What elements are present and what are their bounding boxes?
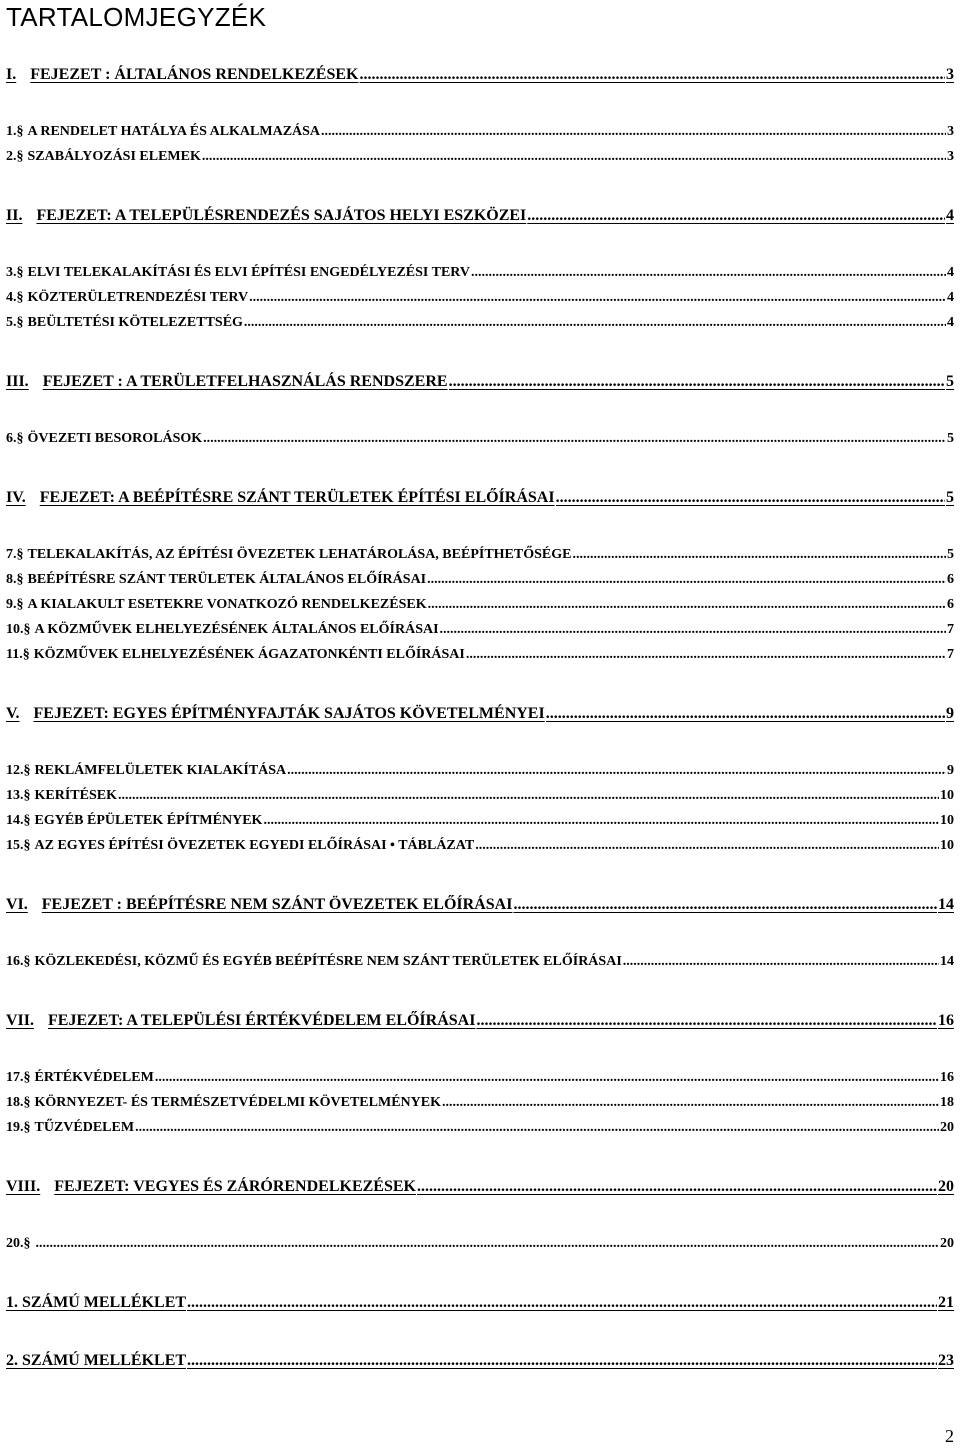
entry-number: I.: [6, 66, 17, 83]
entry-label: A KIALAKULT ESETEKRE VONATKOZÓ RENDELKEZÉSEK: [27, 597, 427, 612]
entry-page-number: 20: [940, 1236, 954, 1251]
dot-leader: [440, 622, 946, 638]
entry-number: 18.: [6, 1095, 24, 1110]
toc-section-entry[interactable]: [6, 1120, 954, 1142]
entry-page-number: 3: [946, 66, 954, 83]
entry-page-number: 20: [938, 1178, 954, 1195]
section-sign-icon: §: [16, 149, 24, 164]
dot-leader: [359, 66, 945, 84]
entry-number: 10.: [6, 622, 24, 637]
entry-label: REKLÁMFELÜLETEK KIALAKÍTÁSA: [34, 763, 287, 778]
entry-number: III.: [6, 373, 29, 390]
entry-number: 12.: [6, 763, 24, 778]
entry-number: VI.: [6, 896, 28, 913]
toc-chapter-entry[interactable]: [6, 705, 954, 727]
toc-section-entry[interactable]: [6, 954, 954, 976]
toc-title: TARTALOMJEGYZÉK: [6, 2, 267, 32]
toc-section-entry[interactable]: [6, 431, 954, 453]
entry-number: 7.: [6, 547, 17, 562]
toc-section-entry[interactable]: [6, 290, 954, 312]
dot-leader: [244, 315, 946, 331]
entry-page-number: 5: [946, 489, 954, 506]
toc-chapter-entry[interactable]: [6, 66, 954, 88]
entry-number: 13.: [6, 788, 24, 803]
dot-leader: [135, 1120, 939, 1136]
entry-page-number: 10: [940, 813, 954, 828]
dot-leader: [287, 763, 946, 779]
section-sign-icon: §: [23, 1120, 31, 1135]
toc-section-entry[interactable]: [6, 813, 954, 835]
section-sign-icon: §: [23, 1236, 31, 1251]
entry-number: 8.: [6, 572, 17, 587]
toc-section-entry[interactable]: [6, 149, 954, 171]
toc-section-entry[interactable]: [6, 547, 954, 569]
entry-page-number: 9: [946, 705, 954, 722]
dot-leader: [202, 149, 946, 165]
toc-section-entry[interactable]: [6, 647, 954, 669]
entry-label: FEJEZET : BEÉPÍTÉSRE NEM SZÁNT ÖVEZETEK ELŐÍRÁSAI: [41, 896, 513, 913]
entry-number: 20.: [6, 1236, 24, 1251]
toc-chapter-entry[interactable]: [6, 489, 954, 511]
section-sign-icon: §: [16, 431, 24, 446]
entry-number: 14.: [6, 813, 24, 828]
dot-leader: [187, 1294, 937, 1312]
dot-leader: [476, 1012, 937, 1030]
dot-leader: [155, 1070, 939, 1086]
entry-label: 1. SZÁMÚ MELLÉKLET: [6, 1294, 187, 1311]
dot-leader: [556, 489, 945, 507]
entry-page-number: 6: [947, 572, 954, 587]
dot-leader: [442, 1095, 939, 1111]
entry-label: KERÍTÉSEK: [34, 788, 117, 803]
entry-number: 4.: [6, 290, 17, 305]
section-sign-icon: §: [23, 838, 31, 853]
section-sign-icon: §: [16, 547, 24, 562]
entry-label: FEJEZET: EGYES ÉPÍTMÉNYFAJTÁK SAJÁTOS KÖVETELMÉNYEI: [33, 705, 545, 722]
entry-label: FEJEZET: A TELEPÜLÉSI ÉRTÉKVÉDELEM ELŐÍRÁSAI: [48, 1012, 476, 1029]
entry-number: 5.: [6, 315, 17, 330]
dot-leader: [427, 572, 946, 588]
entry-number: 9.: [6, 597, 17, 612]
entry-number: 15.: [6, 838, 24, 853]
section-sign-icon: §: [16, 124, 24, 139]
toc-chapter-entry[interactable]: [6, 1012, 954, 1034]
dot-leader: [527, 207, 945, 225]
dot-leader: [249, 290, 946, 306]
dot-leader: [471, 265, 946, 281]
entry-page-number: 4: [946, 207, 954, 224]
entry-label: TŰZVÉDELEM: [34, 1120, 135, 1135]
entry-page-number: 5: [947, 547, 954, 562]
entry-page-number: 16: [940, 1070, 954, 1085]
toc-section-entry[interactable]: [6, 124, 954, 146]
entry-page-number: 10: [940, 838, 954, 853]
entry-label: FEJEZET: VEGYES ÉS ZÁRÓRENDELKEZÉSEK: [54, 1178, 416, 1195]
entry-page-number: 7: [947, 622, 954, 637]
toc-section-entry[interactable]: [6, 315, 954, 337]
entry-label: KÖZTERÜLETRENDEZÉSI TERV: [27, 290, 249, 305]
entry-label: KÖZMŰVEK ELHELYEZÉSÉNEK ÁGAZATONKÉNTI ELŐÍRÁSAI: [33, 647, 465, 662]
entry-number: VIII.: [6, 1178, 41, 1195]
entry-label: A KÖZMŰVEK ELHELYEZÉSÉNEK ÁLTALÁNOS ELŐÍRÁSAI: [34, 622, 439, 637]
entry-label: BEÜLTETÉSI KÖTELEZETTSÉG: [27, 315, 243, 330]
entry-page-number: 4: [947, 315, 954, 330]
dot-leader: [321, 124, 946, 140]
entry-label: BEÉPÍTÉSRE SZÁNT TERÜLETEK ÁLTALÁNOS ELŐÍRÁSAI: [27, 572, 427, 587]
section-sign-icon: §: [23, 1095, 31, 1110]
entry-page-number: 14: [938, 896, 954, 913]
entry-page-number: 3: [947, 124, 954, 139]
section-sign-icon: §: [16, 315, 24, 330]
toc-section-entry[interactable]: [6, 572, 954, 594]
section-sign-icon: §: [23, 954, 31, 969]
entry-label: KÖZLEKEDÉSI, KÖZMŰ ÉS EGYÉB BEÉPÍTÉSRE NEM SZÁNT TERÜLETEK ELŐÍRÁSAI: [34, 954, 622, 969]
section-sign-icon: §: [16, 572, 24, 587]
entry-label: KÖRNYEZET- ÉS TERMÉSZETVÉDELMI KÖVETELMÉNYEK: [34, 1095, 441, 1110]
entry-label: TELEKALAKÍTÁS, AZ ÉPÍTÉSI ÖVEZETEK LEHATÁROLÁSA, BEÉPÍTHETŐSÉGE: [27, 547, 572, 562]
entry-number: 11.: [6, 647, 23, 662]
entry-page-number: 7: [947, 647, 954, 662]
entry-page-number: 9: [947, 763, 954, 778]
entry-label: ÉRTÉKVÉDELEM: [34, 1070, 154, 1085]
entry-label: A RENDELET HATÁLYA ÉS ALKALMAZÁSA: [27, 124, 321, 139]
section-sign-icon: §: [23, 788, 31, 803]
dot-leader: [623, 954, 939, 970]
entry-page-number: 10: [940, 788, 954, 803]
entry-number: 17.: [6, 1070, 24, 1085]
entry-page-number: 4: [947, 265, 954, 280]
dot-leader: [187, 1352, 937, 1370]
entry-page-number: 16: [938, 1012, 954, 1029]
toc-section-entry[interactable]: [6, 838, 954, 860]
entry-label: 2. SZÁMÚ MELLÉKLET: [6, 1352, 187, 1369]
page-number: 2: [945, 1426, 954, 1446]
entry-page-number: 20: [940, 1120, 954, 1135]
toc-section-entry[interactable]: [6, 1095, 954, 1117]
entry-page-number: 23: [938, 1352, 954, 1369]
entry-label: FEJEZET: A TELEPÜLÉSRENDEZÉS SAJÁTOS HELYI ESZKÖZEI: [36, 207, 527, 224]
toc-section-entry[interactable]: [6, 622, 954, 644]
toc-section-entry[interactable]: [6, 265, 954, 287]
dot-leader: [546, 705, 945, 723]
entry-number: 6.: [6, 431, 17, 446]
section-sign-icon: §: [16, 265, 24, 280]
section-sign-icon: §: [23, 763, 31, 778]
entry-number: 1.: [6, 124, 17, 139]
section-sign-icon: §: [16, 597, 24, 612]
entry-page-number: 14: [940, 954, 954, 969]
entry-page-number: 6: [947, 597, 954, 612]
entry-label: ÖVEZETI BESOROLÁSOK: [27, 431, 203, 446]
entry-page-number: 4: [947, 290, 954, 305]
dot-leader: [118, 788, 939, 804]
entry-number: 16.: [6, 954, 24, 969]
toc-section-entry[interactable]: [6, 763, 954, 785]
toc-section-entry[interactable]: [6, 597, 954, 619]
entry-number: II.: [6, 207, 23, 224]
section-sign-icon: §: [23, 813, 31, 828]
toc-section-entry[interactable]: [6, 788, 954, 810]
dot-leader: [428, 597, 946, 613]
toc-section-entry[interactable]: [6, 1070, 954, 1092]
section-sign-icon: §: [23, 1070, 31, 1085]
entry-label: FEJEZET: A BEÉPÍTÉSRE SZÁNT TERÜLETEK ÉPÍTÉSI ELŐÍRÁSAI: [39, 489, 555, 506]
entry-number: 2.: [6, 149, 17, 164]
entry-page-number: 18: [940, 1095, 954, 1110]
dot-leader: [513, 896, 937, 914]
toc-chapter-entry[interactable]: [6, 896, 954, 918]
dot-leader: [263, 813, 939, 829]
dot-leader: [572, 547, 946, 563]
section-sign-icon: §: [23, 622, 31, 637]
section-sign-icon: §: [22, 647, 30, 662]
dot-leader: [449, 373, 945, 391]
entry-label: EGYÉB ÉPÜLETEK ÉPÍTMÉNYEK: [34, 813, 263, 828]
toc-annex-entry[interactable]: [6, 1352, 954, 1374]
entry-label: FEJEZET : ÁLTALÁNOS RENDELKEZÉSEK: [30, 66, 359, 83]
section-sign-icon: §: [16, 290, 24, 305]
entry-page-number: 5: [947, 431, 954, 446]
entry-page-number: 3: [947, 149, 954, 164]
toc-annex-entry[interactable]: [6, 1294, 954, 1316]
entry-number: VII.: [6, 1012, 35, 1029]
dot-leader: [475, 838, 939, 854]
entry-page-number: 21: [938, 1294, 954, 1311]
entry-label: FEJEZET : A TERÜLETFELHASZNÁLÁS RENDSZERE: [42, 373, 448, 390]
entry-label: ELVI TELEKALAKÍTÁSI ÉS ELVI ÉPÍTÉSI ENGEDÉLYEZÉSI TERV: [27, 265, 471, 280]
toc-chapter-entry[interactable]: [6, 207, 954, 229]
entry-number: IV.: [6, 489, 26, 506]
toc-chapter-entry[interactable]: [6, 373, 954, 395]
dot-leader: [36, 1236, 940, 1252]
entry-number: 19.: [6, 1120, 24, 1135]
entry-number: 3.: [6, 265, 17, 280]
dot-leader: [417, 1178, 937, 1196]
dot-leader: [203, 431, 946, 447]
entry-label: AZ EGYES ÉPÍTÉSI ÖVEZETEK EGYEDI ELŐÍRÁSAI • TÁBLÁZAT: [34, 838, 475, 853]
dot-leader: [466, 647, 946, 663]
entry-number: V.: [6, 705, 20, 722]
toc-chapter-entry[interactable]: [6, 1178, 954, 1200]
toc-section-entry[interactable]: [6, 1236, 954, 1258]
entry-label: SZABÁLYOZÁSI ELEMEK: [27, 149, 201, 164]
entry-page-number: 5: [946, 373, 954, 390]
